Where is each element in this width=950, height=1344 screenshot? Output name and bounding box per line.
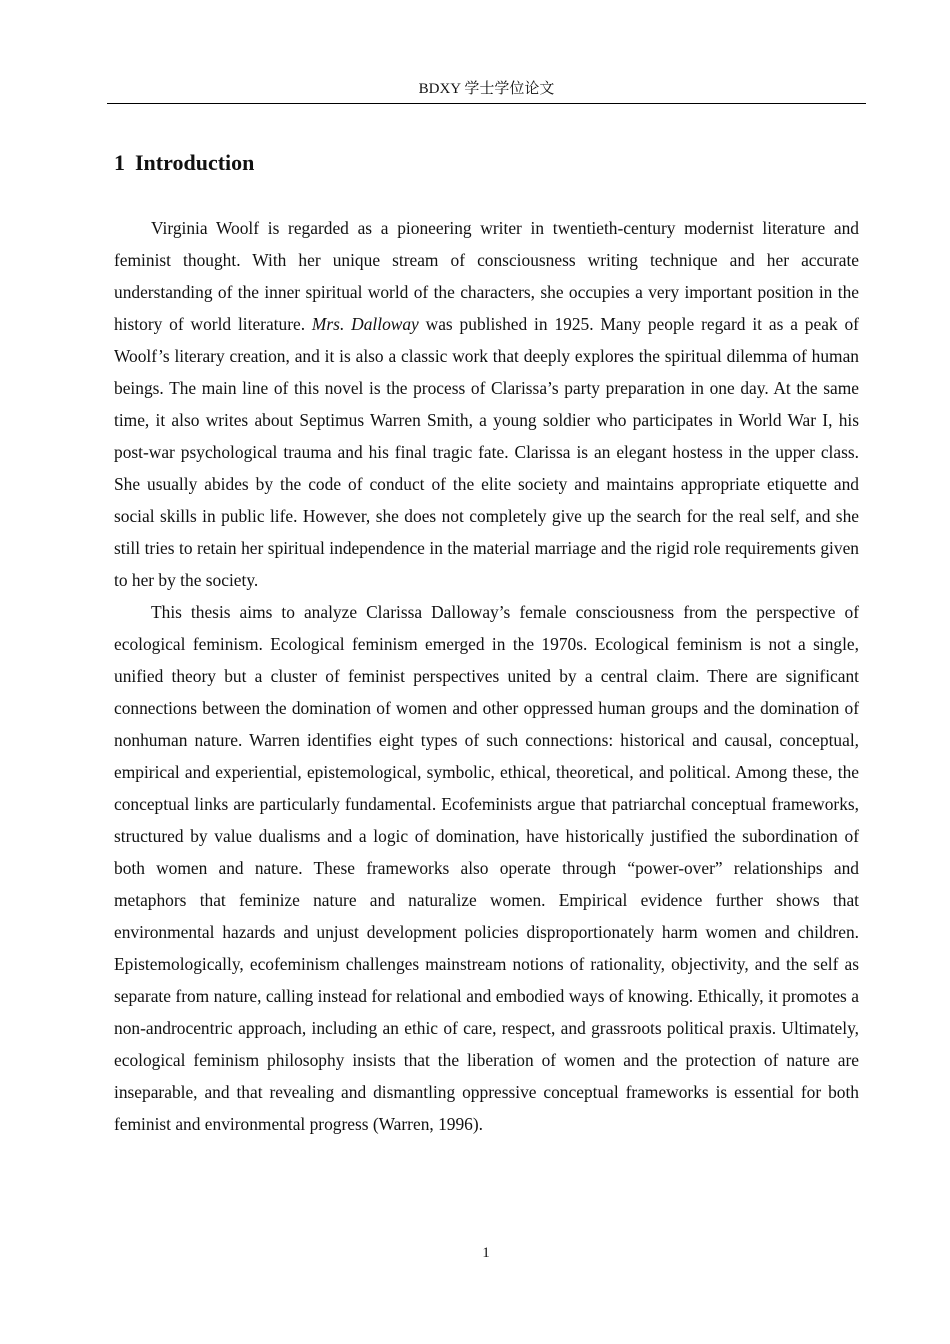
paragraph-1 [114, 212, 859, 596]
chapter-title: Introduction [135, 150, 255, 175]
header-title: BDXY 学士学位论文 [418, 81, 555, 97]
chapter-number: 1 [114, 150, 125, 175]
page-number: 1 [482, 1245, 490, 1261]
paragraph-1-text-before: Virginia Woolf is regarded as a pioneering writer in twentieth-century modernist literature and feminist thought. With her unique stream of consciousness writing technique and her accurate understanding of the inner spiritual world of the characters, she occupies a very important position in the history of world literature. [114, 218, 859, 334]
chapter-heading [114, 146, 254, 180]
paragraph-2: This thesis aims to analyze Clarissa Dalloway’s female consciousness from the perspective of ecological feminism. Ecological feminism emerged in the 1970s. Ecological feminism is not a single, unified theory but a cluster of feminist perspectives united by a central claim. There are significant connections between the domination of women and other oppressed human groups and the domination of nonhuman nature. Warren identifies eight types of such connections: historical and causal, conceptual, empirical and experiential, epistemological, symbolic, ethical, theoretical, and political. Among these, the conceptual links are particularly fundamental. Ecofeminists argue that patriarchal conceptual frameworks, structured by value dualisms and a logic of domination, have historically justified the subordination of both women and nature. These frameworks also operate through “power-over” relationships and metaphors that feminize nature and naturalize women. Empirical evidence further shows that environmental hazards and unjust development policies disproportionately harm women and children. Epistemologically, ecofeminism challenges mainstream notions of rationality, objectivity, and the self as separate from nature, calling instead for relational and embodied ways of knowing. Ethically, it promotes a non-androcentric approach, including an ethic of care, respect, and grassroots political praxis. Ultimately, ecological feminism philosophy insists that the liberation of women and the protection of nature are inseparable, and that revealing and dismantling oppressive conceptual frameworks is essential for both feminist and environmental progress (Warren, 1996). [114, 602, 859, 1134]
page-header [107, 78, 866, 104]
paragraph-1-text-after: was published in 1925. Many people regard it as a peak of Woolf’s literary creation, and it is also a classic work that deeply explores the spiritual dilemma of human beings. The main line of this novel is the process of Clarissa’s party preparation in one day. At the same time, it also writes about Septimus Warren Smith, a young soldier who participates in World War I, his post-war psychological trauma and his final tragic fate. Clarissa is an elegant hostess in the upper class. She usually abides by the code of conduct of the elite society and maintains appropriate etiquette and social skills in public life. However, she does not completely give up the search for the real self, and she still tries to retain her spiritual independence in the material marriage and the rigid role requirements given to her by the society. [114, 314, 859, 590]
body-text [114, 212, 859, 1140]
novel-title-italic: Mrs. Dalloway [311, 314, 419, 334]
